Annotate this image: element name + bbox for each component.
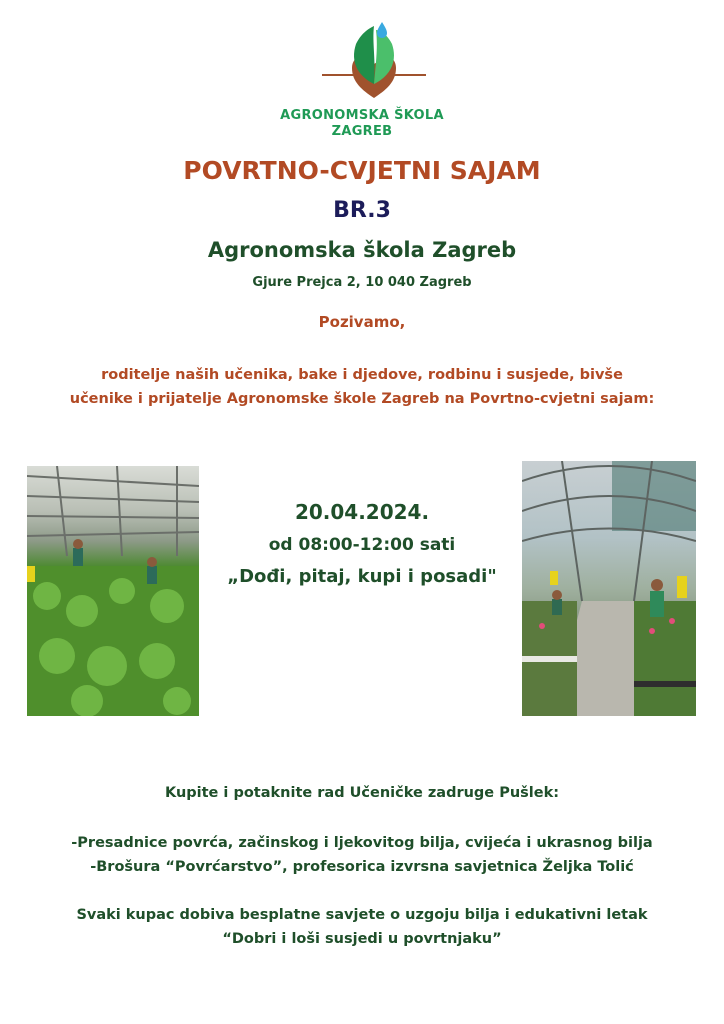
- offer-item-2: -Brošura “Povrćarstvo”, profesorica izvrsna savjetnica Željka Tolić: [90, 859, 634, 875]
- offer-item-1: -Presadnice povrća, začinskog i ljekovitog bilja, cvijeća i ukrasnog bilja: [71, 835, 653, 851]
- school-address: Gjure Prejca 2, 10 040 Zagreb: [252, 275, 472, 290]
- offer-heading: Kupite i potaknite rad Učeničke zadruge Pušlek:: [164, 785, 560, 801]
- closing-line-1: Svaki kupac dobiva besplatne savjete o uzgoju bilja i edukativni letak: [76, 907, 648, 923]
- invite-line-1: roditelje naših učenika, bake i djedove, rodbinu i susjede, bivše: [101, 367, 623, 383]
- offer-list: [0, 831, 724, 879]
- event-time: od 08:00-12:00 sati: [268, 535, 456, 555]
- event-slogan: „Dođi, pitaj, kupi i posadi": [227, 566, 497, 587]
- invite-line-2: učenike i prijatelje Agronomske škole Zagreb na Povrtno-cvjetni sajam:: [69, 391, 655, 407]
- logo-text-line2: ZAGREB: [331, 124, 393, 139]
- closing-line-2: “Dobri i loši susjedi u povrtnjaku”: [222, 931, 502, 947]
- invite-greeting: Pozivamo,: [318, 313, 406, 331]
- closing-text: [0, 903, 724, 951]
- invite-text: [0, 363, 724, 411]
- school-logo: [322, 18, 426, 100]
- logo-text-line1: AGRONOMSKA ŠKOLA: [280, 108, 444, 123]
- event-date: 20.04.2024.: [294, 500, 430, 524]
- fair-title: POVRTNO-CVJETNI SAJAM: [183, 156, 541, 185]
- fair-number: BR.3: [333, 198, 391, 223]
- school-name: Agronomska škola Zagreb: [207, 238, 517, 262]
